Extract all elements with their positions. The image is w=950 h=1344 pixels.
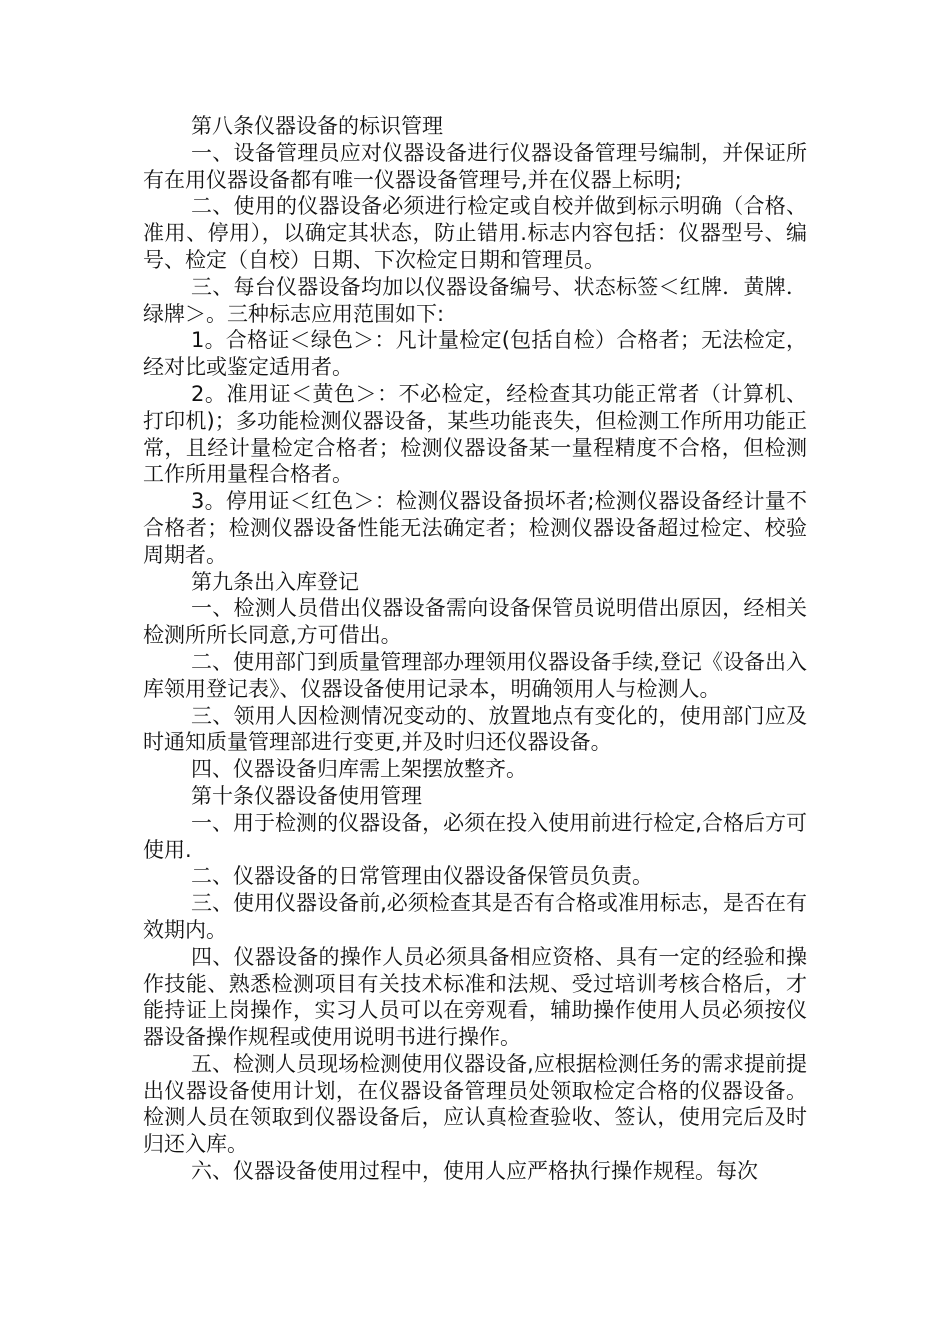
- paragraph: 四、仪器设备的操作人员必须具备相应资格、具有一定的经验和操作技能、熟悉检测项目有关技术标准和法规、受过培训考核合格后，才能持证上岗操作，实习人员可以在旁观看，辅助操作使用人员必须按仪器设备操作规程或使用说明书进行操作。: [143, 944, 807, 1050]
- paragraph: 二、仪器设备的日常管理由仪器设备保管员负责。: [191, 864, 653, 889]
- paragraph: 二、使用部门到质量管理部办理领用仪器设备手续,登记《设备出入库领用登记表》、仪器设备使用记录本，明确领用人与检测人。: [143, 649, 807, 701]
- paragraph: 一、设备管理员应对仪器设备进行仪器设备管理号编制，并保证所有在用仪器设备都有唯一仪器设备管理号,并在仪器上标明;: [143, 140, 807, 192]
- paragraph: 2。准用证＜黄色＞：不必检定，经检查其功能正常者（计算机、打印机)；多功能检测仪器设备，某些功能丧失，但检测工作所用功能正常，且经计量检定合格者；检测仪器设备某一量程精度不合格，但检测工作所用量程合格者。: [143, 381, 807, 487]
- paragraph: 四、仪器设备归库需上架摆放整齐。: [191, 757, 527, 782]
- paragraph: 三、领用人因检测情况变动的、放置地点有变化的，使用部门应及时通知质量管理部进行变更,并及时归还仪器设备。: [143, 703, 807, 755]
- document-body: [143, 113, 807, 1185]
- paragraph: 三、每台仪器设备均加以仪器设备编号、状态标签＜红牌．黄牌．绿牌＞。三种标志应用范围如下:: [143, 274, 807, 326]
- paragraph: 三、使用仪器设备前,必须检查其是否有合格或准用标志，是否在有效期内。: [143, 891, 807, 942]
- paragraph: 1。合格证＜绿色＞：凡计量检定(包括自检）合格者；无法检定，经对比或鉴定适用者。: [143, 328, 807, 380]
- paragraph: 一、用于检测的仪器设备，必须在投入使用前进行检定,合格后方可使用.: [143, 810, 807, 862]
- section-heading-8: 第八条仪器设备的标识管理: [191, 114, 443, 138]
- paragraph: 二、使用的仪器设备必须进行检定或自校并做到标示明确（合格、准用、停用），以确定其状态，防止错用.标志内容包括：仪器型号、编号、检定（自校）日期、下次检定日期和管理员。: [143, 194, 807, 272]
- paragraph: 一、检测人员借出仪器设备需向设备保管员说明借出原因，经相关检测所所长同意,方可借出。: [143, 596, 807, 648]
- section-heading-10: 第十条仪器设备使用管理: [191, 783, 422, 808]
- paragraph: 3。停用证＜红色＞：检测仪器设备损坏者;检测仪器设备经计量不合格者；检测仪器设备性能无法确定者；检测仪器设备超过检定、校验周期者。: [143, 489, 807, 567]
- paragraph: 六、仪器设备使用过程中，使用人应严格执行操作规程。每次: [191, 1159, 758, 1184]
- section-heading-9: 第九条出入库登记: [191, 569, 359, 594]
- paragraph: 五、检测人员现场检测使用仪器设备,应根据检测任务的需求提前提出仪器设备使用计划，在仪器设备管理员处领取检定合格的仪器设备。检测人员在领取到仪器设备后，应认真检查验收、签认，使用完后及时归还入库。: [143, 1051, 807, 1157]
